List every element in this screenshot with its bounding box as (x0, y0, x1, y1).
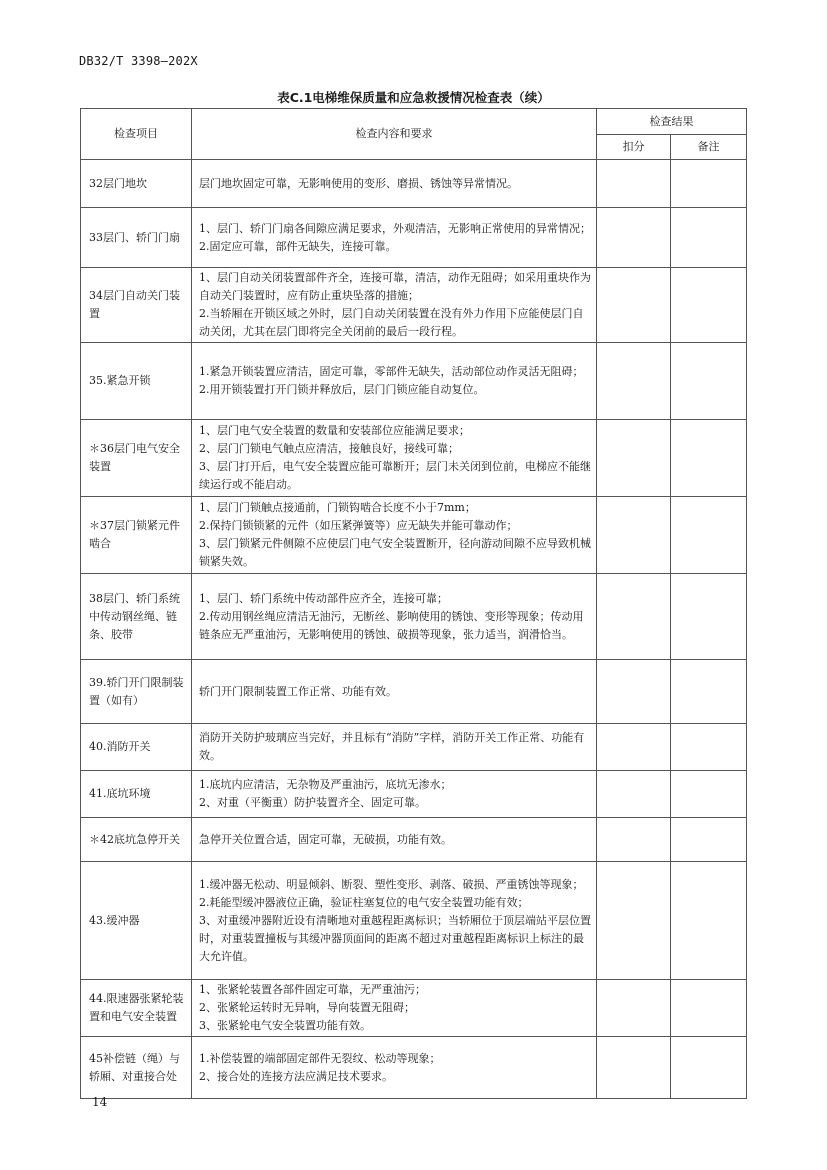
deduction-cell[interactable] (597, 660, 671, 724)
check-requirements (192, 343, 597, 420)
deduction-cell[interactable] (597, 818, 671, 862)
table-row (81, 420, 747, 497)
requirement-line: 1、层门自动关闭装置部件齐全，连接可靠，清洁，动作无阻碍；如采用重块作为自动关门装置时，应有防止重块坠落的措施； (199, 271, 591, 302)
requirement-line: 3、层门打开后，电气安全装置应能可靠断开；层门未关闭到位前，电梯应不能继续运行或不能启动。 (199, 460, 591, 491)
requirement-line: 1、层门门锁触点接通前，门锁钩啮合长度不小于7mm； (199, 501, 476, 514)
remark-cell[interactable] (671, 208, 747, 268)
table-row (81, 160, 747, 208)
remark-cell[interactable] (671, 268, 747, 343)
column-header-item: 检查项目 (81, 109, 192, 160)
requirement-line: 层门地坎固定可靠，无影响使用的变形、磨损、锈蚀等异常情况。 (199, 176, 518, 190)
remark-cell[interactable] (671, 771, 747, 818)
check-item: 32层门地坎 (81, 160, 192, 208)
requirement-line: 2.耗能型缓冲器液位正确，验证柱塞复位的电气安全装置功能有效； (199, 895, 529, 909)
check-item: 43.缓冲器 (81, 862, 192, 980)
column-header-remark: 备注 (671, 135, 747, 160)
document-code: DB32/T 3398—202X (79, 54, 198, 68)
deduction-cell[interactable] (597, 497, 671, 574)
table-row (81, 497, 747, 574)
check-requirements (192, 497, 597, 574)
check-requirements (192, 420, 597, 497)
check-requirements (192, 818, 597, 862)
deduction-cell[interactable] (597, 160, 671, 208)
deduction-cell[interactable] (597, 268, 671, 343)
check-requirements (192, 660, 597, 724)
deduction-cell[interactable] (597, 420, 671, 497)
table-row (81, 574, 747, 660)
deduction-cell[interactable] (597, 771, 671, 818)
check-item: 45补偿链（绳）与轿厢、对重接合处 (81, 1037, 192, 1099)
check-requirements (192, 574, 597, 660)
requirement-line: 3、层门锁紧元件侧隙不应使层门电气安全装置断开，径向游动间隙不应导致机械锁紧失效。 (199, 537, 591, 568)
check-item: 33层门、轿门门扇 (81, 208, 192, 268)
requirement-line: 2、对重（平衡重）防护装置齐全、固定可靠。 (199, 796, 426, 809)
requirement-line: 1、层门、轿门门扇各间隙应满足要求，外观清洁，无影响正常使用的异常情况； (199, 221, 591, 235)
remark-cell[interactable] (671, 724, 747, 771)
requirement-line: 1.紧急开锁装置应清洁，固定可靠，零部件无缺失，活动部位动作灵活无阻碍； (199, 365, 584, 378)
check-requirements (192, 1037, 597, 1099)
check-requirements (192, 724, 597, 771)
remark-cell[interactable] (671, 574, 747, 660)
check-item: 35.紧急开锁 (81, 343, 192, 420)
table-row (81, 268, 747, 343)
table-title: 表C.1电梯维保质量和应急救援情况检查表（续） (277, 90, 550, 105)
check-item: ＊36层门电气安全装置 (81, 420, 192, 497)
check-item: 38层门、轿门系统中传动钢丝绳、链条、胶带 (81, 574, 192, 660)
requirement-line: 2.用开锁装置打开门锁并释放后，层门门锁应能自动复位。 (199, 383, 485, 396)
table-row (81, 343, 747, 420)
requirement-line: 1、张紧轮装置各部件固定可靠，无严重油污； (199, 983, 426, 996)
requirement-line: 2.固定应可靠，部件无缺失，连接可靠。 (199, 239, 397, 253)
check-item: ＊37层门锁紧元件啮合 (81, 497, 192, 574)
deduction-cell[interactable] (597, 862, 671, 980)
table-row (81, 660, 747, 724)
inspection-table (80, 108, 747, 1099)
requirement-line: 1、层门、轿门系统中传动部件应齐全，连接可靠； (199, 591, 448, 605)
requirement-line: 消防开关防护玻璃应当完好，并且标有“消防”字样，消防开关工作正常、功能有效。 (199, 731, 585, 762)
remark-cell[interactable] (671, 1037, 747, 1099)
requirement-line: 2、层门门锁电气触点应清洁，接触良好，接线可靠； (199, 442, 459, 455)
remark-cell[interactable] (671, 497, 747, 574)
table-row (81, 1037, 747, 1099)
deduction-cell[interactable] (597, 980, 671, 1037)
remark-cell[interactable] (671, 160, 747, 208)
table-row (81, 771, 747, 818)
table-row (81, 208, 747, 268)
page-number: 14 (92, 1095, 108, 1109)
table-row (81, 818, 747, 862)
deduction-cell[interactable] (597, 724, 671, 771)
requirement-line: 1.补偿装置的端部固定部件无裂纹、松动等现象； (199, 1051, 441, 1065)
requirement-line: 3、对重缓冲器附近设有清晰地对重越程距离标识；当轿厢位于顶层端站平层位置时，对重装置撞板与其缓冲器顶面间的距离不超过对重越程距离标识上标注的最大允许值。 (199, 913, 591, 963)
requirement-line: 1.底坑内应清洁，无杂物及严重油污，底坑无渗水； (199, 778, 452, 791)
requirement-line: 2、接合处的连接方法应满足技术要求。 (199, 1069, 393, 1083)
deduction-cell[interactable] (597, 1037, 671, 1099)
check-requirements (192, 160, 597, 208)
check-requirements (192, 980, 597, 1037)
check-requirements (192, 771, 597, 818)
check-item: 44.限速器张紧轮装置和电气安全装置 (81, 980, 192, 1037)
table-row (81, 862, 747, 980)
table-row (81, 724, 747, 771)
remark-cell[interactable] (671, 818, 747, 862)
check-item: 39.轿门开门限制装置（如有） (81, 660, 192, 724)
deduction-cell[interactable] (597, 208, 671, 268)
requirement-line: 1.缓冲器无松动、明显倾斜、断裂、塑性变形、剥落、破损、严重锈蚀等现象； (199, 877, 584, 891)
table-row (81, 980, 747, 1037)
column-header-content: 检查内容和要求 (192, 109, 597, 160)
check-item: 34层门自动关门装置 (81, 268, 192, 343)
remark-cell[interactable] (671, 660, 747, 724)
requirement-line: 轿门开门限制装置工作正常、功能有效。 (199, 684, 397, 698)
check-requirements (192, 862, 597, 980)
deduction-cell[interactable] (597, 343, 671, 420)
requirement-line: 1、层门电气安全装置的数量和安装部位应能满足要求； (199, 424, 470, 437)
remark-cell[interactable] (671, 343, 747, 420)
deduction-cell[interactable] (597, 574, 671, 660)
requirement-line: 2、张紧轮运转时无异响，导向装置无阻碍； (199, 1001, 415, 1014)
remark-cell[interactable] (671, 980, 747, 1037)
requirement-line: 3、张紧轮电气安全装置功能有效。 (199, 1019, 371, 1032)
check-item: 41.底坑环境 (81, 771, 192, 818)
column-header-deduction: 扣分 (597, 135, 671, 160)
check-item: ＊42底坑急停开关 (81, 818, 192, 862)
check-item: 40.消防开关 (81, 724, 192, 771)
remark-cell[interactable] (671, 862, 747, 980)
column-header-result: 检查结果 (597, 109, 747, 135)
requirement-line: 急停开关位置合适，固定可靠，无破损，功能有效。 (199, 832, 452, 846)
requirement-line: 2.传动用钢丝绳应清洁无油污，无断丝、影响使用的锈蚀、变形等现象；传动用链条应无严重油污，无影响使用的锈蚀、破损等现象，张力适当，润滑恰当。 (199, 609, 584, 641)
requirement-line: 2.保持门锁锁紧的元件（如压紧弹簧等）应无缺失并能可靠动作； (199, 519, 518, 532)
check-requirements (192, 268, 597, 343)
remark-cell[interactable] (671, 420, 747, 497)
check-requirements (192, 208, 597, 268)
requirement-line: 2.当轿厢在开锁区域之外时，层门自动关闭装置在没有外力作用下应能使层门自动关闭，尤其在层门即将完全关闭前的最后一段行程。 (199, 307, 584, 338)
